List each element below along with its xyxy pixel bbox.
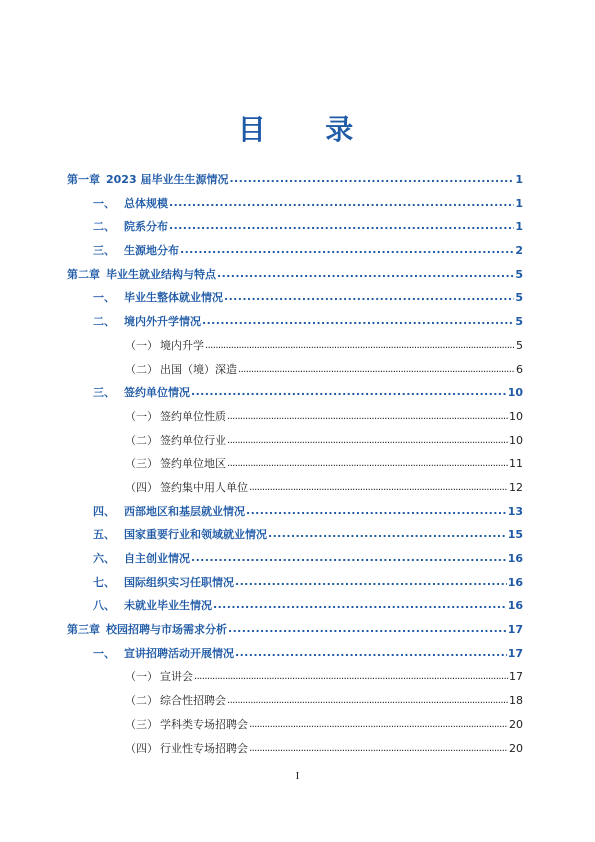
toc-entry-title: 毕业生就业结构与特点 xyxy=(106,267,216,281)
toc-entry-page: 5 xyxy=(515,267,523,281)
toc-entry-number: 第一章 xyxy=(67,173,100,186)
toc-entry-number: 三、 xyxy=(93,386,115,400)
toc-entry-number: （一） xyxy=(125,338,158,352)
toc-entry-title: 院系分布 xyxy=(124,220,168,234)
toc-dot-leader xyxy=(235,642,507,665)
toc-entry-number: 一、 xyxy=(93,291,115,305)
toc-dot-leader xyxy=(227,429,508,453)
toc-entry-page: 17 xyxy=(507,623,523,637)
toc-entry-page: 12 xyxy=(509,480,523,494)
toc-entry-number: （三） xyxy=(125,717,158,731)
toc-entry[interactable] xyxy=(67,286,523,310)
toc-entry[interactable] xyxy=(67,358,523,382)
toc-entry[interactable] xyxy=(67,713,523,737)
toc-entry[interactable] xyxy=(67,334,523,358)
toc-entry-title: 签约单位行业 xyxy=(160,433,226,447)
toc-entry-number: （四） xyxy=(125,741,158,755)
toc-entry-title: 国家重要行业和领域就业情况 xyxy=(124,528,267,542)
toc-dot-leader xyxy=(227,405,508,429)
toc-entry-title: 签约单位地区 xyxy=(160,457,226,471)
toc-entry-page: 5 xyxy=(515,315,523,329)
toc-entry[interactable] xyxy=(67,310,523,334)
toc-entry[interactable] xyxy=(67,192,523,216)
toc-entry-number: 六、 xyxy=(93,552,115,565)
toc-dot-leader xyxy=(180,239,514,262)
toc-entry-number: （四） xyxy=(125,480,158,494)
toc-entry-title: 毕业生整体就业情况 xyxy=(124,291,223,305)
toc-entry[interactable] xyxy=(67,476,523,500)
toc-entry-page: 5 xyxy=(515,291,523,305)
toc-entry[interactable] xyxy=(67,571,523,595)
toc-dot-leader xyxy=(228,618,507,641)
toc-entry-page: 1 xyxy=(515,173,523,186)
toc-entry-page: 16 xyxy=(507,599,523,613)
toc-entry-number: 五、 xyxy=(93,528,115,542)
toc-entry-title: 国际组织实习任职情况 xyxy=(124,575,234,589)
toc-entry-title: 综合性招聘会 xyxy=(160,694,226,708)
toc-entry[interactable] xyxy=(67,618,523,642)
toc-entry-title: 未就业毕业生情况 xyxy=(124,599,212,613)
toc-entry-page: 1 xyxy=(515,220,523,234)
toc-dot-leader xyxy=(246,500,507,523)
toc-entry-title: 自主创业情况 xyxy=(124,552,190,565)
toc-entry[interactable] xyxy=(67,168,523,192)
toc-entry-title: 西部地区和基层就业情况 xyxy=(124,504,245,518)
toc-entry-number: 八、 xyxy=(93,599,115,613)
toc-entry-title: 出国（境）深造 xyxy=(160,362,237,376)
toc-dot-leader xyxy=(202,310,514,333)
toc-entry-page: 2 xyxy=(515,244,523,258)
toc-entry-title: 签约单位性质 xyxy=(160,409,226,423)
page-number: I xyxy=(295,770,300,782)
toc-entry-page: 16 xyxy=(507,552,523,565)
toc-entry-page: 17 xyxy=(507,646,523,660)
toc-entry-title: 签约集中用人单位 xyxy=(160,480,248,494)
toc-entry[interactable] xyxy=(67,642,523,666)
toc-entry-page: 20 xyxy=(509,741,523,755)
toc-entry[interactable] xyxy=(67,737,523,761)
page-title: 目 录 xyxy=(237,113,358,146)
toc-entry[interactable] xyxy=(67,215,523,239)
toc-entry-title: 总体规模 xyxy=(124,196,168,210)
toc-entry[interactable] xyxy=(67,263,523,287)
toc-entry[interactable] xyxy=(67,523,523,547)
toc-dot-leader xyxy=(227,689,508,713)
toc-entry-number: （二） xyxy=(125,433,158,447)
toc-entry-page: 15 xyxy=(507,528,523,542)
toc-entry-number: （三） xyxy=(125,457,158,471)
toc-entry[interactable] xyxy=(67,547,523,571)
toc-entry-number: 二、 xyxy=(93,315,115,329)
toc-entry-title: 宣讲会 xyxy=(160,670,193,684)
toc-dot-leader xyxy=(249,737,508,761)
toc-entry-title: 境内升学 xyxy=(160,338,204,352)
toc-entry[interactable] xyxy=(67,452,523,476)
toc-entry-page: 18 xyxy=(509,694,523,708)
toc-entry-number: （一） xyxy=(125,670,158,684)
toc-dot-leader xyxy=(169,192,514,215)
toc-entry-title: 宣讲招聘活动开展情况 xyxy=(124,646,234,660)
toc-entry-page: 10 xyxy=(507,386,523,400)
toc-dot-leader xyxy=(268,523,507,546)
toc-entry-title: 签约单位情况 xyxy=(124,386,190,400)
toc-entry-page: 6 xyxy=(516,362,523,376)
toc-entry-number: （二） xyxy=(125,362,158,376)
toc-entry[interactable] xyxy=(67,665,523,689)
toc-entry[interactable] xyxy=(67,405,523,429)
toc-entry[interactable] xyxy=(67,239,523,263)
toc-entry-number: 三、 xyxy=(93,244,115,258)
toc-dot-leader xyxy=(249,713,508,737)
toc-entry-number: 四、 xyxy=(93,504,115,518)
toc-entry-page: 10 xyxy=(509,409,523,423)
toc-dot-leader xyxy=(205,334,515,358)
toc-entry-number: （二） xyxy=(125,694,158,708)
toc-entry-number: 一、 xyxy=(93,646,115,660)
toc-entry-title: 境内外升学情况 xyxy=(124,315,201,329)
toc-entry-page: 16 xyxy=(507,575,523,589)
toc-dot-leader xyxy=(249,476,508,500)
toc-dot-leader xyxy=(191,547,507,570)
toc-entry-number: 二、 xyxy=(93,220,115,234)
toc-dot-leader xyxy=(169,215,514,238)
toc-dot-leader xyxy=(229,168,514,191)
toc-entry-page: 13 xyxy=(507,504,523,518)
toc-dot-leader xyxy=(194,665,508,689)
toc-entry-page: 11 xyxy=(509,457,523,471)
toc-entry-number: 一、 xyxy=(93,196,115,210)
toc-entry-number: （一） xyxy=(125,409,158,423)
toc-entry[interactable] xyxy=(67,594,523,618)
toc-entry-page: 20 xyxy=(509,717,523,731)
toc-dot-leader xyxy=(213,594,507,617)
toc-dot-leader xyxy=(224,286,514,309)
toc-entry[interactable] xyxy=(67,381,523,405)
toc-entry-title: 行业性专场招聘会 xyxy=(160,741,248,755)
toc-dot-leader xyxy=(227,452,508,476)
toc-entry[interactable] xyxy=(67,689,523,713)
toc-entry-title: 校园招聘与市场需求分析 xyxy=(106,623,227,637)
toc-entry-number: 第二章 xyxy=(67,267,100,281)
toc-entry-page: 10 xyxy=(509,433,523,447)
toc-dot-leader xyxy=(235,571,507,594)
table-of-contents xyxy=(67,168,523,760)
toc-entry-title: 学科类专场招聘会 xyxy=(160,717,248,731)
toc-entry[interactable] xyxy=(67,500,523,524)
toc-entry[interactable] xyxy=(67,429,523,453)
toc-entry-page: 5 xyxy=(516,338,523,352)
toc-entry-page: 17 xyxy=(509,670,523,684)
toc-entry-page: 1 xyxy=(515,196,523,210)
toc-dot-leader xyxy=(217,263,514,286)
toc-entry-number: 七、 xyxy=(93,575,115,589)
toc-entry-title: 2023 届毕业生生源情况 xyxy=(106,173,229,186)
toc-dot-leader xyxy=(191,381,507,404)
toc-dot-leader xyxy=(238,358,515,382)
toc-entry-number: 第三章 xyxy=(67,623,100,637)
toc-entry-title: 生源地分布 xyxy=(124,244,179,258)
